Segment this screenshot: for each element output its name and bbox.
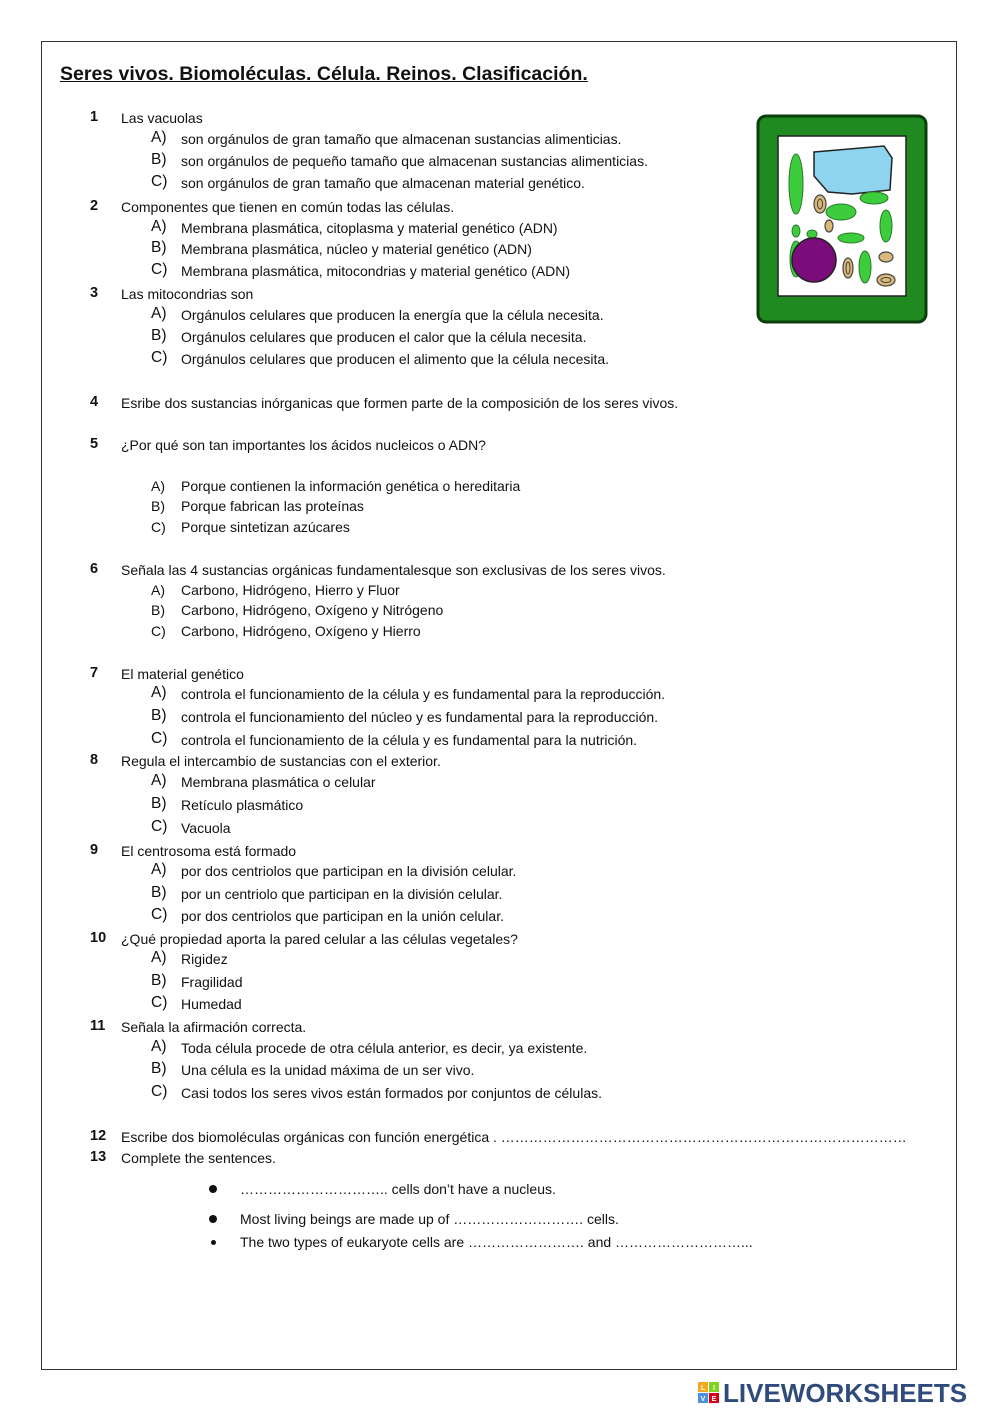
fill-in-sentence[interactable]: ………………………….. cells don’t have a nucleus.: [240, 1181, 556, 1197]
question-number: 6: [90, 561, 99, 577]
option-letter: A): [151, 582, 165, 598]
option-letter: C): [151, 173, 168, 190]
logo-letter: I: [713, 1385, 715, 1392]
option-letter: B): [151, 884, 167, 901]
fill-in-sentence[interactable]: The two types of eukaryote cells are ……………………. and ………………………...: [240, 1234, 753, 1250]
option-letter: C): [151, 261, 168, 278]
answer-option[interactable]: Orgánulos celulares que producen el alimento que la célula necesita.: [181, 351, 610, 367]
question-number: 11: [90, 1018, 106, 1034]
option-letter: B): [151, 1060, 167, 1077]
answer-option[interactable]: Porque sintetizan azúcares: [181, 519, 350, 535]
question-number: 10: [90, 930, 107, 946]
question-text: ¿Qué propiedad aporta la pared celular a las células vegetales?: [121, 931, 518, 947]
answer-option[interactable]: Carbono, Hidrógeno, Oxígeno y Nitrógeno: [181, 602, 444, 618]
answer-option[interactable]: por dos centriolos que participan en la división celular.: [181, 863, 517, 879]
option-letter: B): [151, 972, 167, 989]
option-letter: A): [151, 949, 167, 966]
option-letter: A): [151, 218, 167, 235]
option-letter: C): [151, 994, 168, 1011]
answer-option[interactable]: Porque fabrican las proteínas: [181, 498, 364, 514]
option-letter: A): [151, 478, 165, 494]
question-number: 5: [90, 436, 99, 452]
answer-option[interactable]: Membrana plasmática, núcleo y material genético (ADN): [181, 241, 532, 257]
option-letter: B): [151, 239, 167, 256]
option-letter: C): [151, 730, 168, 747]
answer-option[interactable]: Rigidez: [181, 951, 228, 967]
question-text: Las vacuolas: [121, 110, 203, 126]
logo-letter: E: [711, 1396, 717, 1403]
option-letter: C): [151, 623, 166, 639]
option-letter: B): [151, 151, 167, 168]
liveworksheets-brand: [698, 1378, 967, 1408]
page-title: Seres vivos. Biomoléculas. Célula. Reinos. Clasificación.: [60, 63, 588, 85]
answer-option[interactable]: Carbono, Hidrógeno, Hierro y Fluor: [181, 582, 400, 598]
question-text: Regula el intercambio de sustancias con el exterior.: [121, 753, 441, 769]
answer-option[interactable]: controla el funcionamiento de la célula y es fundamental para la reproducción.: [181, 686, 666, 702]
answer-option[interactable]: Membrana plasmática, mitocondrias y material genético (ADN): [181, 263, 571, 279]
question-number: 12: [90, 1128, 107, 1144]
answer-option[interactable]: Casi todos los seres vivos están formados por conjuntos de células.: [181, 1085, 602, 1101]
option-letter: B): [151, 795, 167, 812]
answer-option[interactable]: Una célula es la unidad máxima de un ser vivo.: [181, 1062, 475, 1078]
question-text: El material genético: [121, 666, 244, 682]
question-number: 7: [90, 665, 99, 681]
answer-option[interactable]: Orgánulos celulares que producen la energía que la célula necesita.: [181, 307, 604, 323]
question-text: Señala la afirmación correcta.: [121, 1019, 307, 1035]
question-text: ¿Por qué son tan importantes los ácidos nucleicos o ADN?: [121, 437, 486, 453]
question-number: 8: [90, 752, 99, 768]
answer-option[interactable]: Membrana plasmática o celular: [181, 774, 376, 790]
answer-option[interactable]: por un centriolo que participan en la división celular.: [181, 886, 503, 902]
question-number: 13: [90, 1149, 107, 1165]
question-number: 4: [90, 394, 99, 410]
option-letter: B): [151, 327, 167, 344]
question-number: 3: [90, 285, 99, 301]
answer-option[interactable]: son orgánulos de gran tamaño que almacenan sustancias alimenticias.: [181, 131, 622, 147]
bullet-icon: [209, 1185, 217, 1193]
answer-option[interactable]: controla el funcionamiento del núcleo y es fundamental para la reproducción.: [181, 709, 659, 725]
bullet-icon: [211, 1240, 216, 1245]
option-letter: B): [151, 602, 165, 618]
answer-option[interactable]: Retículo plasmático: [181, 797, 304, 813]
option-letter: A): [151, 1038, 167, 1055]
answer-option[interactable]: controla el funcionamiento de la célula y es fundamental para la nutrición.: [181, 732, 638, 748]
option-letter: C): [151, 906, 168, 923]
answer-option[interactable]: Carbono, Hidrógeno, Oxígeno y Hierro: [181, 623, 421, 639]
question-text: Las mitocondrias son: [121, 286, 254, 302]
option-letter: C): [151, 818, 168, 835]
question-text: Componentes que tienen en común todas las células.: [121, 199, 455, 215]
option-letter: A): [151, 861, 167, 878]
answer-option[interactable]: por dos centriolos que participan en la unión celular.: [181, 908, 504, 924]
answer-option[interactable]: Orgánulos celulares que producen el calor que la célula necesita.: [181, 329, 587, 345]
option-letter: A): [151, 129, 167, 146]
logo-letter: L: [700, 1385, 706, 1392]
question-number: 2: [90, 198, 99, 214]
logo-letter: V: [700, 1396, 706, 1403]
answer-option[interactable]: son orgánulos de gran tamaño que almacenan material genético.: [181, 175, 585, 191]
plant-cell-image: [756, 114, 928, 324]
option-letter: C): [151, 519, 166, 535]
option-letter: C): [151, 349, 168, 366]
answer-option[interactable]: son orgánulos de pequeño tamaño que almacenan sustancias alimenticias.: [181, 153, 648, 169]
answer-option[interactable]: Porque contienen la información genética o hereditaria: [181, 478, 521, 494]
bullet-icon: [209, 1215, 217, 1223]
option-letter: B): [151, 498, 165, 514]
option-letter: A): [151, 305, 167, 322]
option-letter: A): [151, 684, 167, 701]
answer-option[interactable]: Fragilidad: [181, 974, 243, 990]
question-text: El centrosoma está formado: [121, 843, 297, 859]
answer-option[interactable]: Membrana plasmática, citoplasma y material genético (ADN): [181, 220, 558, 236]
answer-option[interactable]: Vacuola: [181, 820, 231, 836]
question-text: Señala las 4 sustancias orgánicas fundamentalesque son exclusivas de los seres vivos.: [121, 562, 666, 578]
question-text: Complete the sentences.: [121, 1150, 276, 1166]
answer-option[interactable]: Toda célula procede de otra célula anterior, es decir, ya existente.: [181, 1040, 588, 1056]
answer-option[interactable]: Humedad: [181, 996, 242, 1012]
option-letter: A): [151, 772, 167, 789]
liveworksheets-logo-icon: [698, 1382, 720, 1404]
question-number: 1: [90, 109, 99, 125]
question-number: 9: [90, 842, 99, 858]
question-text: Escribe dos biomoléculas orgánicas con función energética . ……………………………………………………………………………: [121, 1129, 907, 1145]
question-text: Esribe dos sustancias inórganicas que formen parte de la composición de los seres vivos.: [121, 395, 679, 411]
option-letter: C): [151, 1083, 168, 1100]
option-letter: B): [151, 707, 167, 724]
brand-text: LIVEWORKSHEETS: [723, 1377, 968, 1408]
fill-in-sentence[interactable]: Most living beings are made up of ………………………. cells.: [240, 1211, 619, 1227]
